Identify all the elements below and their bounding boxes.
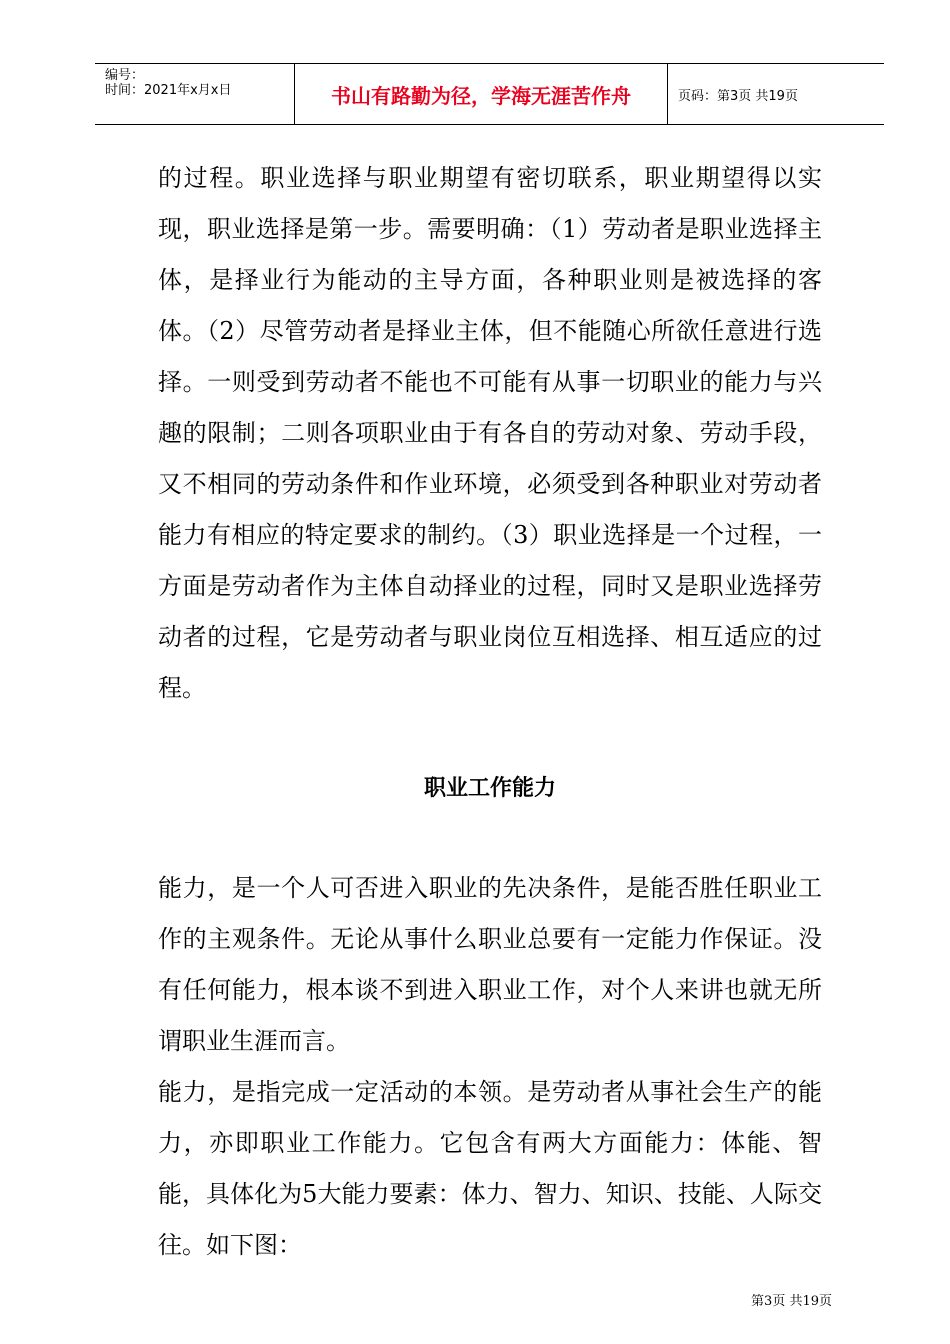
number-label: 编号： xyxy=(105,68,145,83)
header-motto: 书山有路勤为径，学海无涯苦作舟 xyxy=(295,64,668,124)
document-body xyxy=(158,153,822,1271)
header-page-info: 页码：第3页 共19页 xyxy=(678,88,798,104)
header-meta xyxy=(95,64,295,124)
time-label: 时间：2021年x月x日 xyxy=(105,83,232,98)
body-paragraph-2: 能力，是一个人可否进入职业的先决条件，是能否胜任职业工作的主观条件。无论从事什么职业总要有一定能力作保证。没有任何能力，根本谈不到进入职业工作，对个人来讲也就无所谓职业生涯而言。 xyxy=(158,874,822,1055)
section-heading: 职业工作能力 xyxy=(423,776,556,801)
page-header xyxy=(95,63,884,125)
body-paragraph-1: 的过程。职业选择与职业期望有密切联系，职业期望得以实现，职业选择是第一步。需要明确：（1）劳动者是职业选择主体，是择业行为能动的主导方面，各种职业则是被选择的客体。（2）尽管劳动者是择业主体，但不能随心所欲任意进行选择。一则受到劳动者不能也不可能有从事一切职业的能力与兴趣的限制；二则各项职业由于有各自的劳动对象、劳动手段，又不相同的劳动条件和作业环境，必须受到各种职业对劳动者能力有相应的特定要求的制约。（3）职业选择是一个过程，一方面是劳动者作为主体自动择业的过程，同时又是职业选择劳动者的过程，它是劳动者与职业岗位互相选择、相互适应的过程。 xyxy=(158,164,822,702)
body-paragraph-3: 能力，是指完成一定活动的本领。是劳动者从事社会生产的能力，亦即职业工作能力。它包含有两大方面能力：体能、智能，具体化为5大能力要素：体力、智力、知识、技能、人际交往。如下图： xyxy=(158,1078,822,1259)
page-footer: 第3页 共19页 xyxy=(751,1294,832,1309)
